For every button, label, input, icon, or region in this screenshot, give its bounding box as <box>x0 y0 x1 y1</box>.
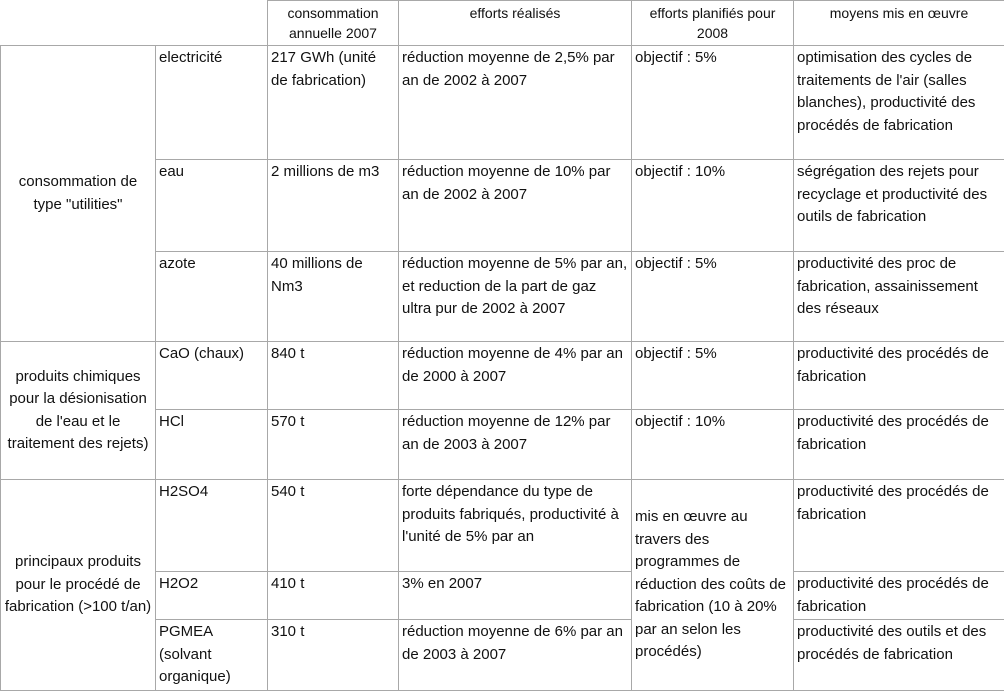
consumption-cell: 570 t <box>268 410 399 480</box>
consumption-cell: 410 t <box>268 572 399 620</box>
means-cell: productivité des procédés de fabrication <box>794 410 1004 480</box>
efforts-planned-cell: objectif : 10% <box>632 410 794 480</box>
efforts-done-cell: 3% en 2007 <box>399 572 632 620</box>
means-cell: productivité des procédés de fabrication <box>794 480 1004 572</box>
efforts-done-cell: réduction moyenne de 12% par an de 2003 à 2007 <box>399 410 632 480</box>
header-means: moyens mis en œuvre <box>794 1 1004 46</box>
efforts-done-cell: réduction moyenne de 2,5% par an de 2002 à 2007 <box>399 46 632 160</box>
header-consumption: consommation annuelle 2007 <box>268 1 399 46</box>
efforts-planned-cell: objectif : 5% <box>632 46 794 160</box>
resource-cell: azote <box>156 252 268 342</box>
means-cell: ségrégation des rejets pour recyclage et productivité des outils de fabrication <box>794 160 1004 252</box>
consumption-cell: 40 millions de Nm3 <box>268 252 399 342</box>
resource-cell: PGMEA (solvant organique) <box>156 620 268 691</box>
means-cell: productivité des outils et des procédés de fabrication <box>794 620 1004 691</box>
table-row <box>1 342 1004 410</box>
category-utilities: consommation de type "utilities" <box>1 46 156 342</box>
table-row <box>1 480 1004 572</box>
efforts-planned-shared-cell: mis en œuvre au travers des programmes de réduction des coûts de fabrication (10 à 20% par an selon les procédés) <box>632 480 794 691</box>
efforts-planned-cell: objectif : 5% <box>632 252 794 342</box>
consumption-cell: 840 t <box>268 342 399 410</box>
consumption-cell: 2 millions de m3 <box>268 160 399 252</box>
means-cell: optimisation des cycles de traitements de l'air (salles blanches), productivité des procédés de fabrication <box>794 46 1004 160</box>
efforts-done-cell: réduction moyenne de 6% par an de 2003 à 2007 <box>399 620 632 691</box>
efforts-planned-cell: objectif : 10% <box>632 160 794 252</box>
header-row <box>1 1 1004 46</box>
consumption-cell: 310 t <box>268 620 399 691</box>
category-main-products: principaux produits pour le procédé de fabrication (>100 t/an) <box>1 480 156 691</box>
efforts-done-cell: réduction moyenne de 10% par an de 2002 à 2007 <box>399 160 632 252</box>
consumption-cell: 540 t <box>268 480 399 572</box>
resource-cell: electricité <box>156 46 268 160</box>
efforts-done-cell: forte dépendance du type de produits fabriqués, productivité à l'unité de 5% par an <box>399 480 632 572</box>
table-row <box>1 46 1004 160</box>
header-efforts-done: efforts réalisés <box>399 1 632 46</box>
resource-cell: H2O2 <box>156 572 268 620</box>
resource-cell: H2SO4 <box>156 480 268 572</box>
consumption-cell: 217 GWh (unité de fabrication) <box>268 46 399 160</box>
resource-cell: HCl <box>156 410 268 480</box>
header-efforts-planned: efforts planifiés pour 2008 <box>632 1 794 46</box>
resource-cell: CaO (chaux) <box>156 342 268 410</box>
header-empty <box>1 1 268 46</box>
efforts-done-cell: réduction moyenne de 4% par an de 2000 à 2007 <box>399 342 632 410</box>
resource-cell: eau <box>156 160 268 252</box>
means-cell: productivité des proc de fabrication, assainissement des réseaux <box>794 252 1004 342</box>
category-chemicals: produits chimiques pour la désionisation de l'eau et le traitement des rejets) <box>1 342 156 480</box>
means-cell: productivité des procédés de fabrication <box>794 342 1004 410</box>
means-cell: productivité des procédés de fabrication <box>794 572 1004 620</box>
efforts-done-cell: réduction moyenne de 5% par an, et reduction de la part de gaz ultra pur de 2002 à 2007 <box>399 252 632 342</box>
efforts-planned-cell: objectif : 5% <box>632 342 794 410</box>
